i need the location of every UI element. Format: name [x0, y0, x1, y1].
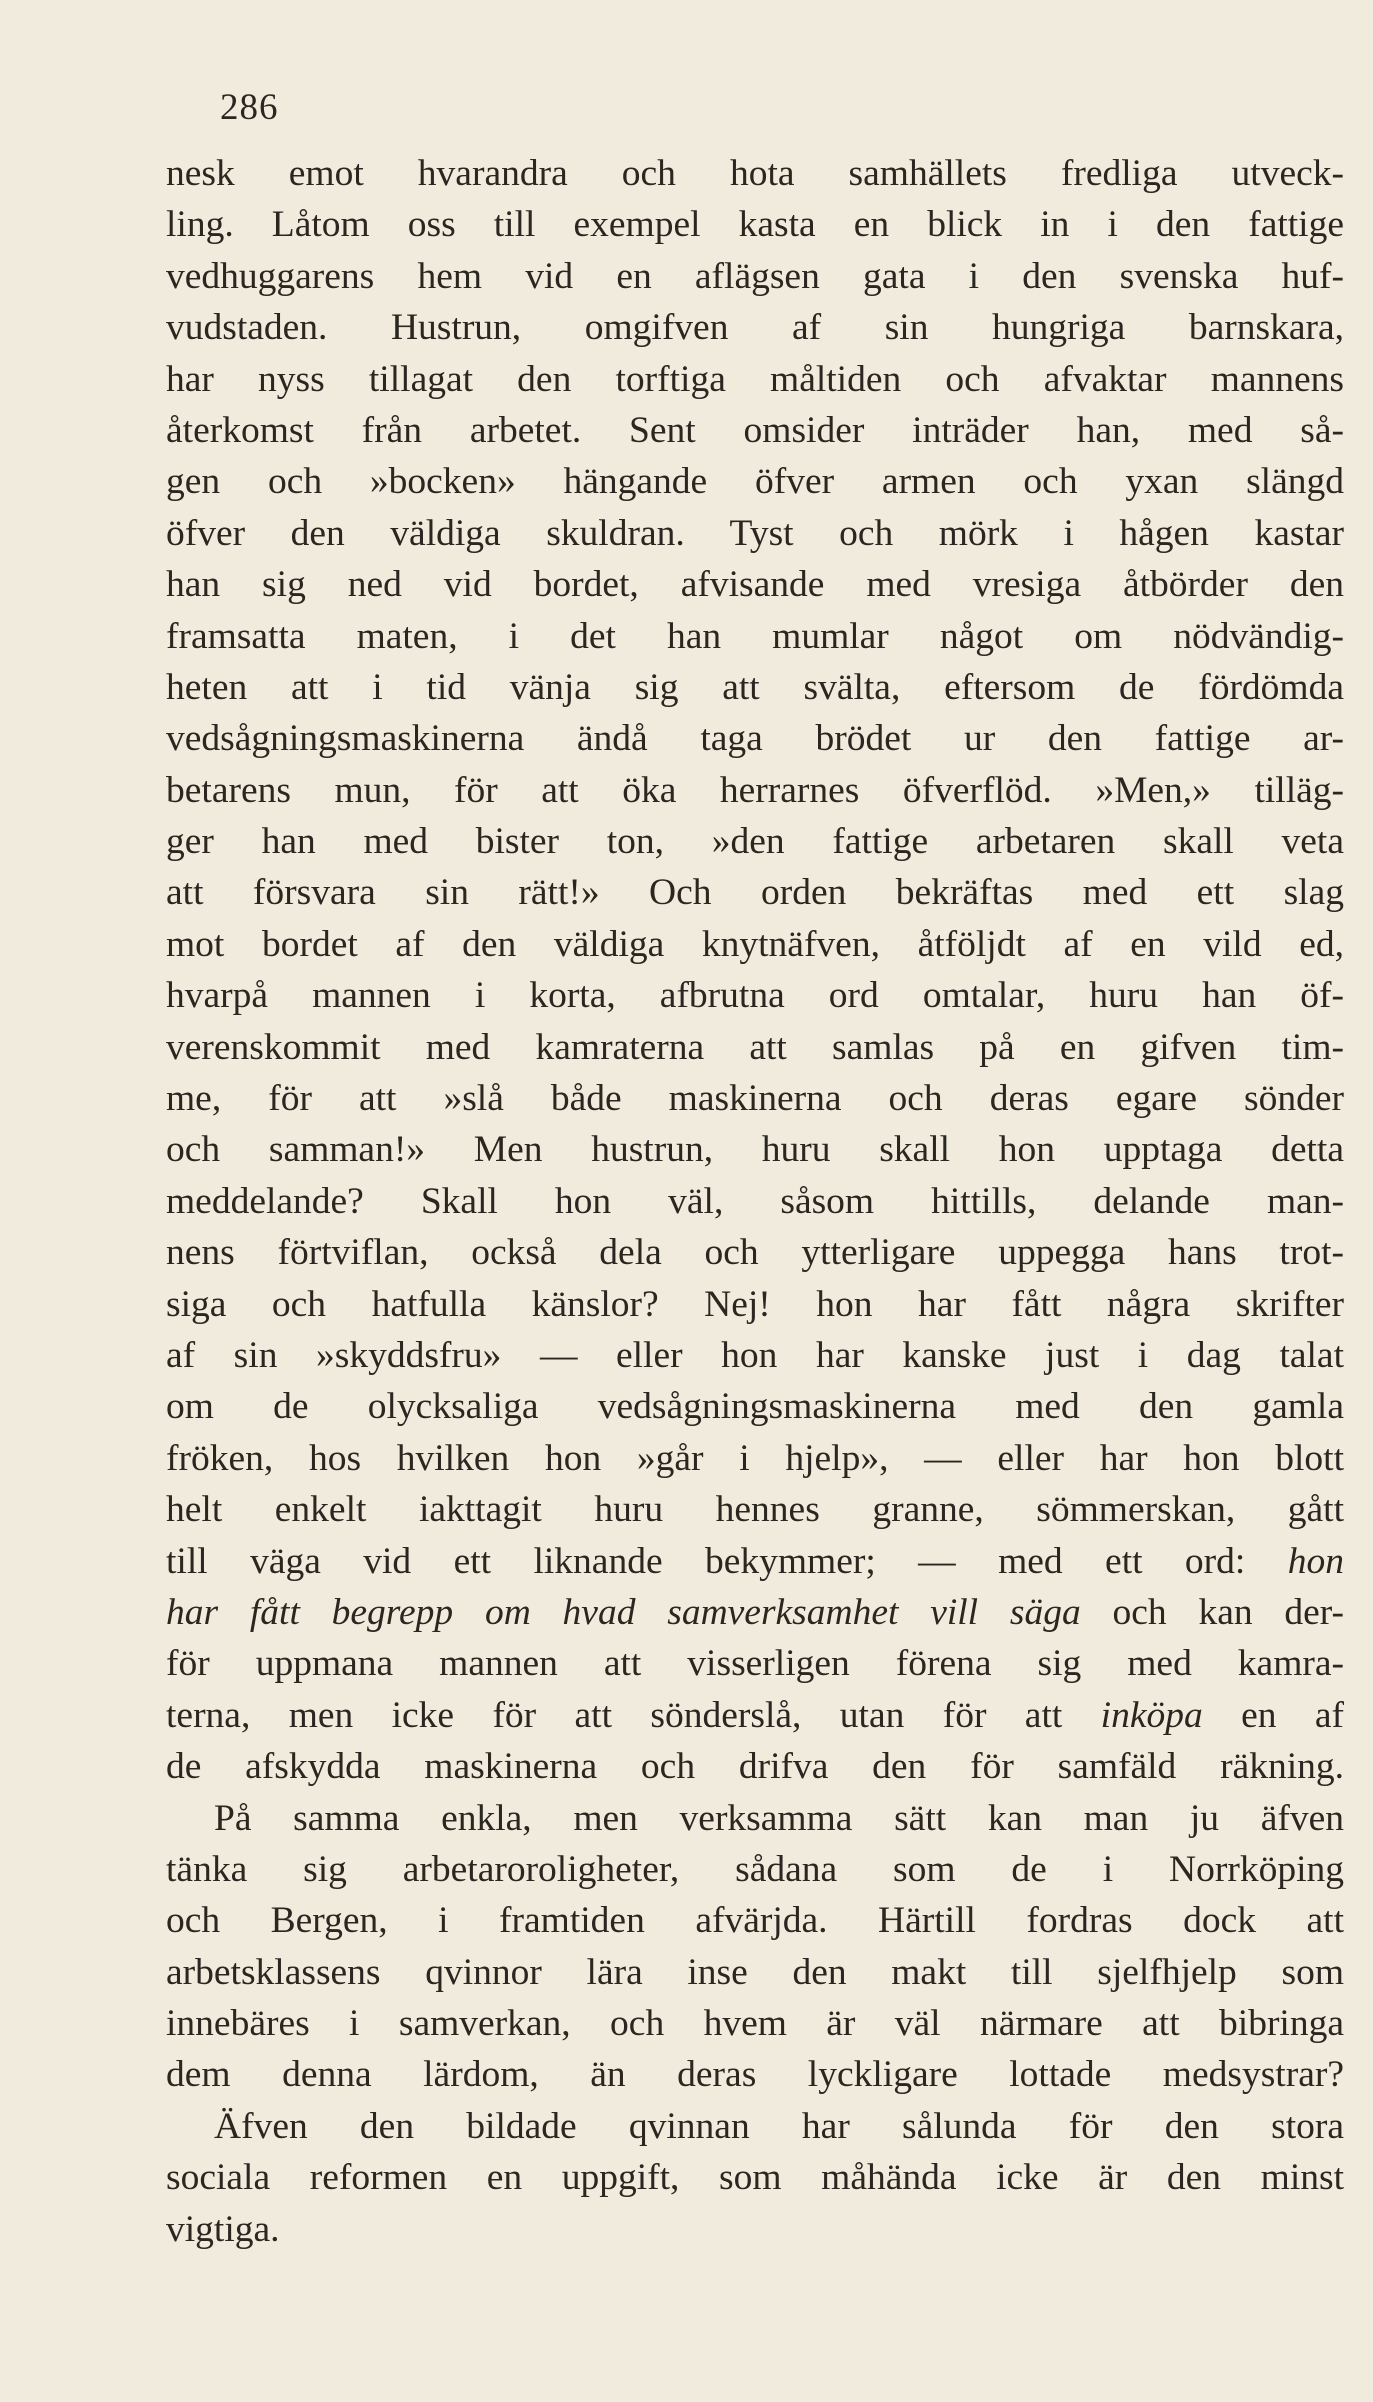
line-text: för uppmana mannen att visserligen förena sig med kamra- — [166, 1643, 1344, 1685]
text-line — [166, 148, 1344, 199]
line-text: nesk emot hvarandra och hota samhällets fredliga utveck- — [166, 153, 1344, 194]
text-line — [166, 1381, 1344, 1432]
line-text: framsatta maten, i det han mumlar något om nödvändig- — [166, 615, 1344, 657]
text-line — [166, 508, 1344, 559]
line-text: gen och »bocken» hängande öfver armen och yxan slängd — [166, 461, 1344, 503]
text-line — [166, 1330, 1344, 1381]
text-line — [166, 713, 1344, 764]
line-text: af sin »skyddsfru» — eller hon har kanske just i dag talat — [166, 1334, 1344, 1376]
text-line — [166, 251, 1344, 302]
line-text: vedsågningsmaskinerna ändå taga brödet ur den fattige ar- — [166, 718, 1344, 760]
line-text: siga och hatfulla känslor? Nej! hon har fått några skrifter — [166, 1283, 1344, 1325]
text-line — [166, 1227, 1344, 1278]
line-text: terna, men icke för att sönderslå, utan för att — [166, 1694, 1101, 1736]
text-line — [166, 1998, 1344, 2049]
line-text: innebäres i samverkan, och hvem är väl närmare att bibringa — [166, 2003, 1344, 2045]
italic-text: har fått begrepp om hvad samverksamhet vill säga — [166, 1591, 1081, 1633]
line-text: att försvara sin rätt!» Och orden bekräftas med ett slag — [166, 872, 1344, 914]
line-text: ger han med bister ton, »den fattige arbetaren skall veta — [166, 821, 1344, 863]
line-text: dem denna lärdom, än deras lyckligare lottade medsystrar? — [166, 2054, 1344, 2096]
line-text: På samma enkla, men verksamma sätt kan man ju äfven — [214, 1797, 1344, 1839]
line-text: vudstaden. Hustrun, omgifven af sin hungriga barnskara, — [166, 307, 1344, 349]
line-text: vedhuggarens hem vid en aflägsen gata i den svenska huf- — [166, 255, 1344, 297]
line-text: helt enkelt iakttagit huru hennes granne, sömmerskan, gått — [166, 1489, 1344, 1531]
line-text: tänka sig arbetaroroligheter, sådana som de i Norrköping — [166, 1848, 1344, 1890]
text-line — [166, 1484, 1344, 1535]
text-line — [166, 302, 1344, 353]
text-line — [166, 1895, 1344, 1946]
text-line — [166, 405, 1344, 456]
text-line — [166, 970, 1344, 1021]
text-line — [166, 1690, 1344, 1741]
line-text: me, för att »slå både maskinerna och deras egare sönder — [166, 1078, 1344, 1120]
text-line — [166, 559, 1344, 610]
text-line — [166, 354, 1344, 405]
line-text: öfver den väldiga skuldran. Tyst och mörk i hågen kastar — [166, 512, 1344, 554]
text-line — [166, 919, 1344, 970]
text-line — [166, 816, 1344, 867]
italic-text: inköpa — [1100, 1694, 1203, 1736]
text-line — [166, 1073, 1344, 1124]
line-text: heten att i tid vänja sig att svälta, eftersom de fördömda — [166, 666, 1344, 708]
text-line — [166, 1793, 1344, 1844]
line-text: Äfven den bildade qvinnan har sålunda för den stora — [214, 2105, 1344, 2147]
text-line — [166, 2101, 1344, 2152]
italic-text: hon — [1287, 1540, 1344, 1582]
line-text: till väga vid ett liknande bekymmer; — med ett ord: — [166, 1540, 1288, 1582]
body-text — [166, 148, 1344, 2255]
line-text: han sig ned vid bordet, afvisande med vresiga åtbörder den — [166, 564, 1344, 606]
line-text: ling. Låtom oss till exempel kasta en blick in i den fattige — [166, 204, 1344, 246]
line-text: och samman!» Men hustrun, huru skall hon upptaga detta — [166, 1129, 1344, 1171]
line-text: betarens mun, för att öka herrarnes öfverflöd. »Men,» tilläg- — [166, 769, 1344, 811]
text-line — [166, 1844, 1344, 1895]
text-line — [166, 1947, 1344, 1998]
text-line — [166, 1741, 1344, 1792]
line-text: vigtiga. — [166, 2208, 280, 2250]
text-line — [166, 2152, 1344, 2203]
text-line — [166, 456, 1344, 507]
page-number: 286 — [220, 87, 279, 128]
line-text: och Bergen, i framtiden afvärjda. Härtill fordras dock att — [166, 1900, 1344, 1942]
text-line — [166, 1279, 1344, 1330]
text-line — [166, 2204, 1344, 2255]
line-text: en af — [1202, 1694, 1344, 1736]
line-text: meddelande? Skall hon väl, såsom hittills, delande man- — [166, 1180, 1344, 1222]
text-line — [166, 1536, 1344, 1587]
line-text: hvarpå mannen i korta, afbrutna ord omtalar, huru han öf- — [166, 975, 1344, 1017]
text-line — [166, 1022, 1344, 1073]
text-line — [166, 662, 1344, 713]
line-text: nens förtviflan, också dela och ytterligare uppegga hans trot- — [166, 1232, 1344, 1274]
text-line — [166, 867, 1344, 918]
line-text: återkomst från arbetet. Sent omsider inträder han, med så- — [166, 409, 1344, 451]
line-text: fröken, hos hvilken hon »går i hjelp», — eller har hon blott — [166, 1437, 1344, 1479]
text-line — [166, 611, 1344, 662]
line-text: de afskydda maskinerna och drifva den för samfäld räkning. — [166, 1746, 1344, 1788]
line-text: mot bordet af den väldiga knytnäfven, åtföljdt af en vild ed, — [166, 923, 1344, 965]
text-line — [166, 1587, 1344, 1638]
text-line — [166, 1124, 1344, 1175]
line-text: om de olycksaliga vedsågningsmaskinerna med den gamla — [166, 1386, 1344, 1428]
text-line — [166, 1433, 1344, 1484]
text-line — [166, 199, 1344, 250]
line-text: arbetsklassens qvinnor lära inse den makt till sjelfhjelp som — [166, 1951, 1344, 1993]
line-text: verenskommit med kamraterna att samlas på en gifven tim- — [166, 1026, 1344, 1068]
line-text: sociala reformen en uppgift, som måhända icke är den minst — [166, 2157, 1344, 2199]
text-line — [166, 2049, 1344, 2100]
text-line — [166, 1638, 1344, 1689]
text-line — [166, 765, 1344, 816]
text-line — [166, 1176, 1344, 1227]
line-text: och kan der- — [1080, 1591, 1344, 1633]
line-text: har nyss tillagat den torftiga måltiden och afvaktar mannens — [166, 358, 1344, 400]
